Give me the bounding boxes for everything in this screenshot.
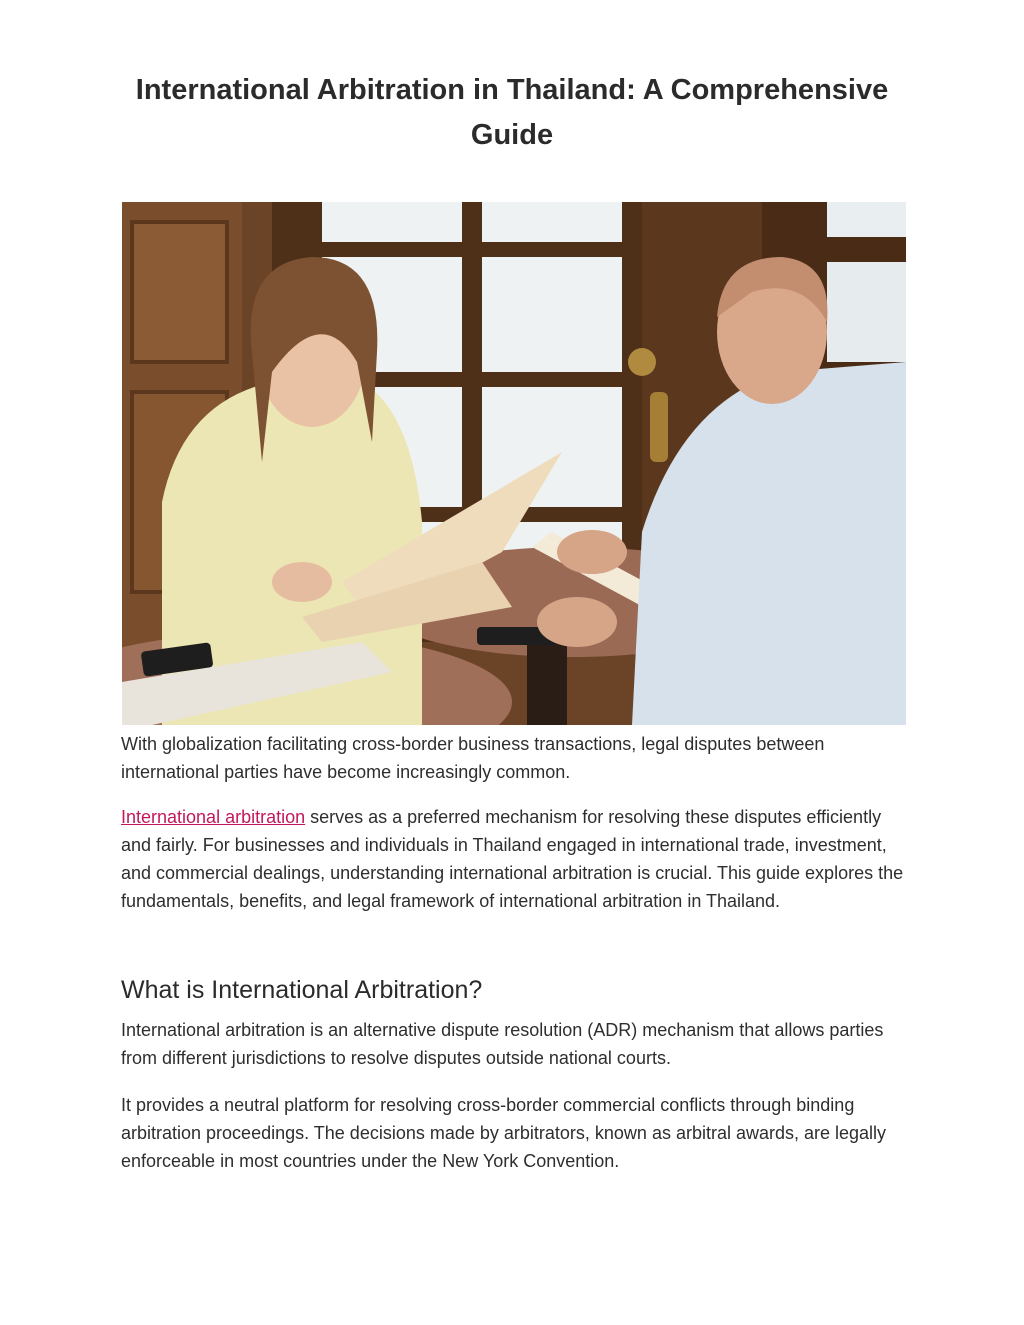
international-arbitration-link[interactable]: International arbitration	[121, 807, 306, 827]
enforcement-paragraph: It provides a neutral platform for resolving cross-border commercial conflicts through binding arbitration proceedings. The decisions made by arbitrators, known as arbitral awards, are legally enforceable in most countries under the New York Convention.	[121, 1095, 887, 1171]
definition-paragraph: International arbitration is an alternative dispute resolution (ADR) mechanism that allows parties from different jurisdictions to resolve disputes outside national courts.	[121, 1020, 884, 1068]
hero-image	[122, 202, 906, 725]
section-heading-what-is: What is International Arbitration?	[121, 976, 483, 1004]
paragraph-arbitration-overview	[121, 803, 911, 915]
page-title: International Arbitration in Thailand: A Comprehensive Guide	[135, 74, 889, 151]
intro-paragraph: With globalization facilitating cross-border business transactions, legal disputes between international parties have become increasingly common.	[121, 734, 825, 782]
paragraph-overview-text: serves as a preferred mechanism for resolving these disputes efficiently and fairly. For businesses and individuals in Thailand engaged in international trade, investment, and commercial dealings, understanding international arbitration is crucial. This guide explores the fundamentals, benefits, and legal framework of international arbitration in Thailand.	[121, 807, 904, 911]
